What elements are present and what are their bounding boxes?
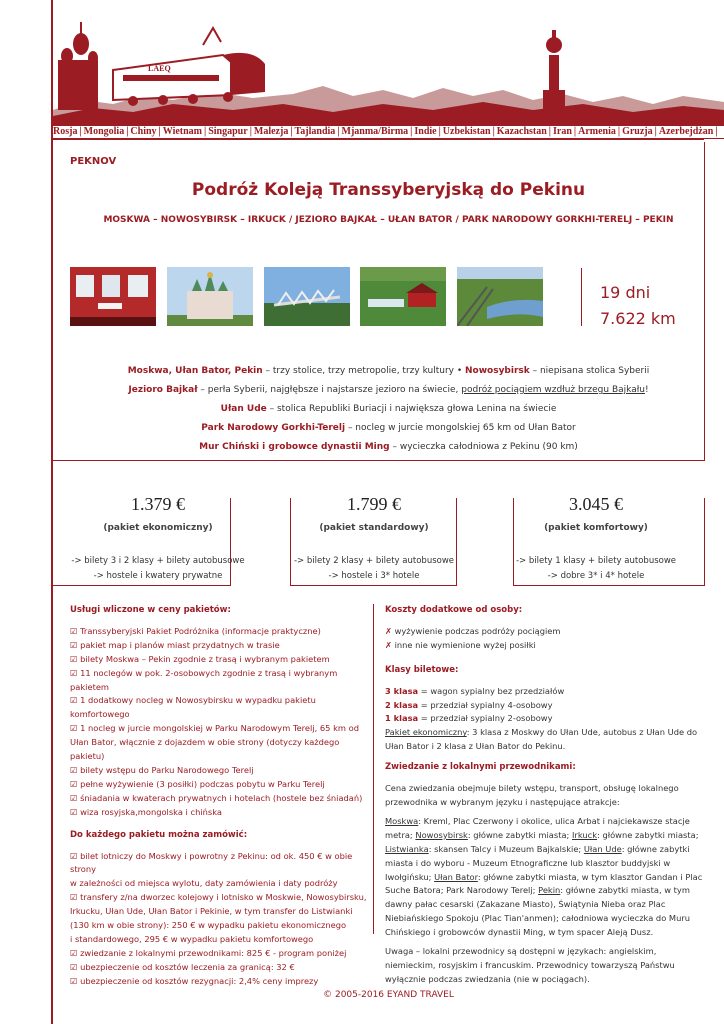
list-item: ☑ bilety wstępu do Parku Narodowego Terelj	[70, 764, 254, 775]
photo-bridge	[264, 267, 350, 326]
package-economy[interactable]	[58, 494, 258, 584]
class-note: Pakiet ekonomiczny: 3 klasa z Moskwy do Ułan Ude, autobus z Ułan Ude do Ułan Bator i 2 klasa z Ułan Bator do Pekinu.	[385, 727, 698, 752]
checkbox-icon: ☑	[70, 806, 81, 817]
nav-link-0[interactable]: Rosja	[53, 126, 78, 137]
checkbox-icon: ☑	[70, 961, 81, 972]
checkbox-icon: ☑	[70, 947, 81, 958]
nav-link-6[interactable]: Tajlandia	[294, 126, 336, 137]
guides-note: Uwaga – lokalni przewodnicy są dostępni w językach: angielskim, niemieckim, rosyjskim i francuskim. Przewodnicy towarzyszą Państwu wyłącznie podczas zwiedzania (nie w pociągach).	[385, 946, 675, 984]
highlight-item: Ułan Ude – stolica Republiki Buriacji i największa głowa Lenina na świecie	[220, 404, 557, 414]
nav-link-8[interactable]: Indie	[414, 126, 437, 137]
right-column	[385, 604, 703, 987]
trip-duration: 19 dni	[600, 283, 651, 302]
brand-label: PEKNOV	[70, 156, 117, 167]
list-item: ☑ 11 noclegów w pok. 2-osobowych zgodnie z trasą i wybranym pakietem	[70, 667, 338, 692]
list-item: Irkucku, Ułan Ude, Ułan Bator i Pekinie, w tym transfer do Listwianki	[70, 906, 353, 917]
nav-link-1[interactable]: Mongolia	[83, 126, 125, 137]
package-features: -> bilety 2 klasy + bilety autobusowe -> hostele i 3* hotele	[293, 556, 455, 581]
city-ulan-bator[interactable]: Ułan Bator	[434, 871, 478, 882]
column-divider	[373, 604, 374, 934]
list-item: ☑ ubezpieczenie od kosztów leczenia za granicą: 32 €	[70, 961, 295, 972]
page-title: Podróż Koleją Transsyberyjską do Pekinu	[191, 180, 586, 200]
stats-divider	[581, 268, 582, 326]
class-item: 1 klasa = przedział sypialny 2-osobowy	[385, 713, 553, 724]
costs-heading: Koszty dodatkowe od osoby:	[385, 605, 523, 615]
package-name: (pakiet ekonomiczny)	[103, 523, 213, 533]
list-item: (130 km w obie strony): 250 € w wypadku pakietu ekonomicznego	[70, 920, 347, 931]
nav-link-3[interactable]: Wietnam	[162, 126, 203, 137]
checkbox-icon: ☑	[70, 764, 81, 775]
nav-separator: |	[617, 126, 621, 137]
economy-link[interactable]: Pakiet ekonomiczny	[385, 727, 467, 738]
nav-link-12[interactable]: Armenia	[578, 126, 616, 137]
city-listwianka[interactable]: Listwianka	[385, 843, 429, 854]
list-item: w zależności od miejsca wylotu, daty zamówienia i daty podróży	[70, 878, 338, 889]
nav-separator: |	[410, 126, 413, 137]
nav-link-7[interactable]: Mjanma/Birma	[341, 126, 409, 137]
nav-link-9[interactable]: Uzbekistan	[442, 126, 491, 137]
list-item: ☑ 1 nocleg w jurcie mongolskiej w Parku Narodowym Terelj, 65 km od	[70, 723, 359, 734]
nav-separator: |	[290, 126, 293, 137]
nav-separator: |	[158, 126, 161, 137]
nav-separator: |	[249, 126, 252, 137]
city-irkuck[interactable]: Irkuck	[571, 829, 598, 840]
highlight-item: Mur Chiński i grobowce dynastii Ming – wycieczka całodniowa z Pekinu (90 km)	[199, 442, 578, 452]
checkbox-icon: ☑	[70, 892, 81, 903]
package-price: 3.045 €	[569, 494, 623, 514]
guides-program: Moskwa: Kreml, Plac Czerwony i okolice, ulica Arbat i najciekawsze stacje metra; Nowosybirsk: główne zabytki miasta; Irkuck: główne zabytki miasta; Listwianka: skansen Talcy i Muzeum Bajkalskie; Ułan Ude: główne zabytki miasta i do wyboru - Muzeum Etnograficzne lub klasztor buddyjski w Iwołgińsku; Ułan Bator: główne zabytki miasta, w tym klasztor Gandan i Plac Suche Batora; Park Narodowy Terelj; Pekin: główne zabytki miasta, w tym dawny pałac cesarski (Zakazane Miasto), Świątynia Nieba oraz Plac Niebiańskiego Spokoju (Plac Tian'anmen); całodniowa wycieczka do Muru Chińskiego i grobowców dynastii Ming, w tym spacer Aleją Dusz.	[385, 815, 703, 938]
included-heading: Usługi wliczone w ceny pakietów:	[70, 605, 231, 615]
highlight-item: Moskwa, Ułan Bator, Pekin – trzy stolice, trzy metropolie, trzy kultury • Nowosybirsk – niepisana stolica Syberii	[127, 366, 650, 376]
nav-link-13[interactable]: Gruzja	[622, 126, 653, 137]
list-item: ☑ śniadania w kwaterach prywatnych i hotelach (hostele bez śniadań)	[70, 792, 363, 803]
list-item: ☑ pakiet map i planów miast przydatnych w trasie	[70, 639, 280, 650]
photo-church	[167, 267, 253, 326]
extras-list	[70, 850, 370, 989]
list-item: ☑ transfery z/na dworzec kolejowy i lotnisko w Moskwie, Nowosybirsku,	[70, 892, 367, 903]
nav-separator: |	[573, 126, 577, 137]
nav-link-11[interactable]: Iran	[553, 126, 572, 137]
left-border-line	[51, 0, 53, 1024]
highlight-item: Jezioro Bajkał – perła Syberii, najgłębsze i najstarsze jezioro na świecie, podróż pociągiem wzdłuż brzegu Bajkału!	[128, 385, 649, 395]
nav-separator: |	[337, 126, 340, 137]
city-pekin[interactable]: Pekin	[538, 885, 561, 896]
photo-house-lake	[360, 267, 446, 326]
trip-distance: 7.622 km	[600, 309, 676, 328]
nav-separator: |	[126, 126, 129, 137]
nav-link-2[interactable]: Chiny	[130, 126, 157, 137]
list-item: i standardowego, 295 € w wypadku pakietu komfortowego	[70, 933, 314, 944]
checkbox-icon: ☑	[70, 625, 81, 636]
nav-link-14[interactable]: Azerbejdżan	[658, 126, 714, 137]
nav-separator: |	[548, 126, 551, 137]
cost-item: ✗ inne nie wymienione wyżej posiłki	[385, 639, 536, 650]
nav-separator: |	[715, 126, 718, 137]
checkbox-icon: ☑	[70, 975, 81, 986]
checkbox-icon: ☑	[70, 639, 81, 650]
svg-text:LAEQ: LAEQ	[148, 64, 171, 73]
checkbox-icon: ☑	[70, 653, 81, 664]
package-features: -> bilety 1 klasy + bilety autobusowe -> dobre 3* i 4* hotele	[515, 556, 677, 581]
cross-icon: ✗	[385, 625, 392, 636]
list-item: ☑ wiza rosyjska,mongolska i chińska	[70, 806, 222, 817]
highlights	[53, 362, 724, 457]
list-item: ☑ bilety Moskwa – Pekin zgodnie z trasą i wybranym pakietem	[70, 653, 330, 664]
package-name: (pakiet komfortowy)	[544, 523, 648, 533]
checkbox-icon: ☑	[70, 792, 81, 803]
list-item: ☑ pełne wyżywienie (3 posiłki) podczas pobytu w Parku Terelj	[70, 778, 325, 789]
divider	[53, 139, 704, 140]
list-item: ☑ Transsyberyjski Pakiet Podróżnika (informacje praktyczne)	[70, 625, 321, 636]
package-features: -> bilety 3 i 2 klasy + bilety autobusowe -> hostele i kwatery prywatne	[71, 556, 245, 581]
city-moskwa[interactable]: Moskwa	[385, 815, 419, 826]
trip-stats	[600, 280, 676, 332]
country-nav	[53, 125, 724, 139]
bajkal-link[interactable]: podróż pociągiem wzdłuż brzegu Bajkału	[461, 385, 645, 395]
checkbox-icon: ☑	[70, 695, 81, 706]
checkbox-icon: ☑	[70, 667, 81, 678]
nav-separator: |	[654, 126, 657, 137]
photo-train-carriage	[70, 267, 156, 326]
list-item: ☑ zwiedzanie z lokalnymi przewodnikami: 825 € - program poniżej	[70, 947, 347, 958]
header-banner	[53, 0, 724, 126]
package-standard[interactable]	[274, 494, 474, 584]
package-price: 1.799 €	[347, 494, 401, 514]
nav-separator: |	[204, 126, 207, 137]
checkbox-icon: ☑	[70, 850, 81, 861]
nav-separator: |	[79, 126, 82, 137]
extras-heading: Do każdego pakietu można zamówić:	[70, 829, 248, 840]
cost-item: ✗ wyżywienie podczas podróży pociągiem	[385, 625, 561, 636]
checkbox-icon: ☑	[70, 723, 81, 734]
cross-icon: ✗	[385, 639, 392, 650]
included-list	[70, 625, 370, 820]
highlight-item: Park Narodowy Gorkhi-Terelj – nocleg w jurcie mongolskiej 65 km od Ułan Bator	[201, 423, 576, 433]
class-item: 2 klasa = przedział sypialny 4-osobowy	[385, 699, 553, 710]
guides-heading: Zwiedzanie z lokalnymi przewodnikami:	[385, 762, 576, 773]
footer-copyright: © 2005-2016 EYAND TRAVEL	[323, 990, 454, 1000]
list-item: ☑ ubezpieczenie od kosztów rezygnacji: 2,4% ceny imprezy	[70, 975, 319, 986]
class-item: 3 klasa = wagon sypialny bez przedziałów	[385, 685, 565, 696]
city-ulan-ude[interactable]: Ułan Ude	[583, 843, 622, 854]
package-name: (pakiet standardowy)	[319, 523, 429, 533]
photo-railway-river	[457, 267, 543, 326]
classes-heading: Klasy biletowe:	[385, 664, 459, 675]
nav-link-5[interactable]: Malezja	[253, 126, 289, 137]
nav-separator: |	[438, 126, 441, 137]
checkbox-icon: ☑	[70, 778, 81, 789]
nav-link-4[interactable]: Singapur	[208, 126, 248, 137]
list-item: Ułan Bator, włącznie z dojazdem w obie strony (dotyczy każdego pakietu)	[70, 737, 340, 762]
list-item: ☑ bilet lotniczy do Moskwy i powrotny z Pekinu: od ok. 450 € w obie strony	[70, 850, 353, 875]
frame-line	[53, 460, 705, 461]
nav-link-10[interactable]: Kazachstan	[496, 126, 547, 137]
city-nowosybirsk[interactable]: Nowosybirsk	[415, 829, 468, 840]
package-comfort[interactable]	[496, 494, 696, 584]
list-item: ☑ 1 dodatkowy nocleg w Nowosybirsku w wypadku pakietu komfortowego	[70, 695, 316, 720]
guides-intro: Cena zwiedzania obejmuje bilety wstępu, transport, obsługę lokalnego przewodnika w wybranym języku i następujące atrakcje:	[385, 783, 679, 807]
frame-line	[704, 142, 705, 460]
package-price: 1.379 €	[131, 494, 185, 514]
left-column	[70, 604, 370, 989]
route-subtitle: MOSKWA – NOWOSYBIRSK – IRKUCK / JEZIORO BAJKAŁ – UŁAN BATOR / PARK NARODOWY GORKHI-TERELJ – PEKIN	[103, 215, 674, 225]
nav-separator: |	[492, 126, 495, 137]
